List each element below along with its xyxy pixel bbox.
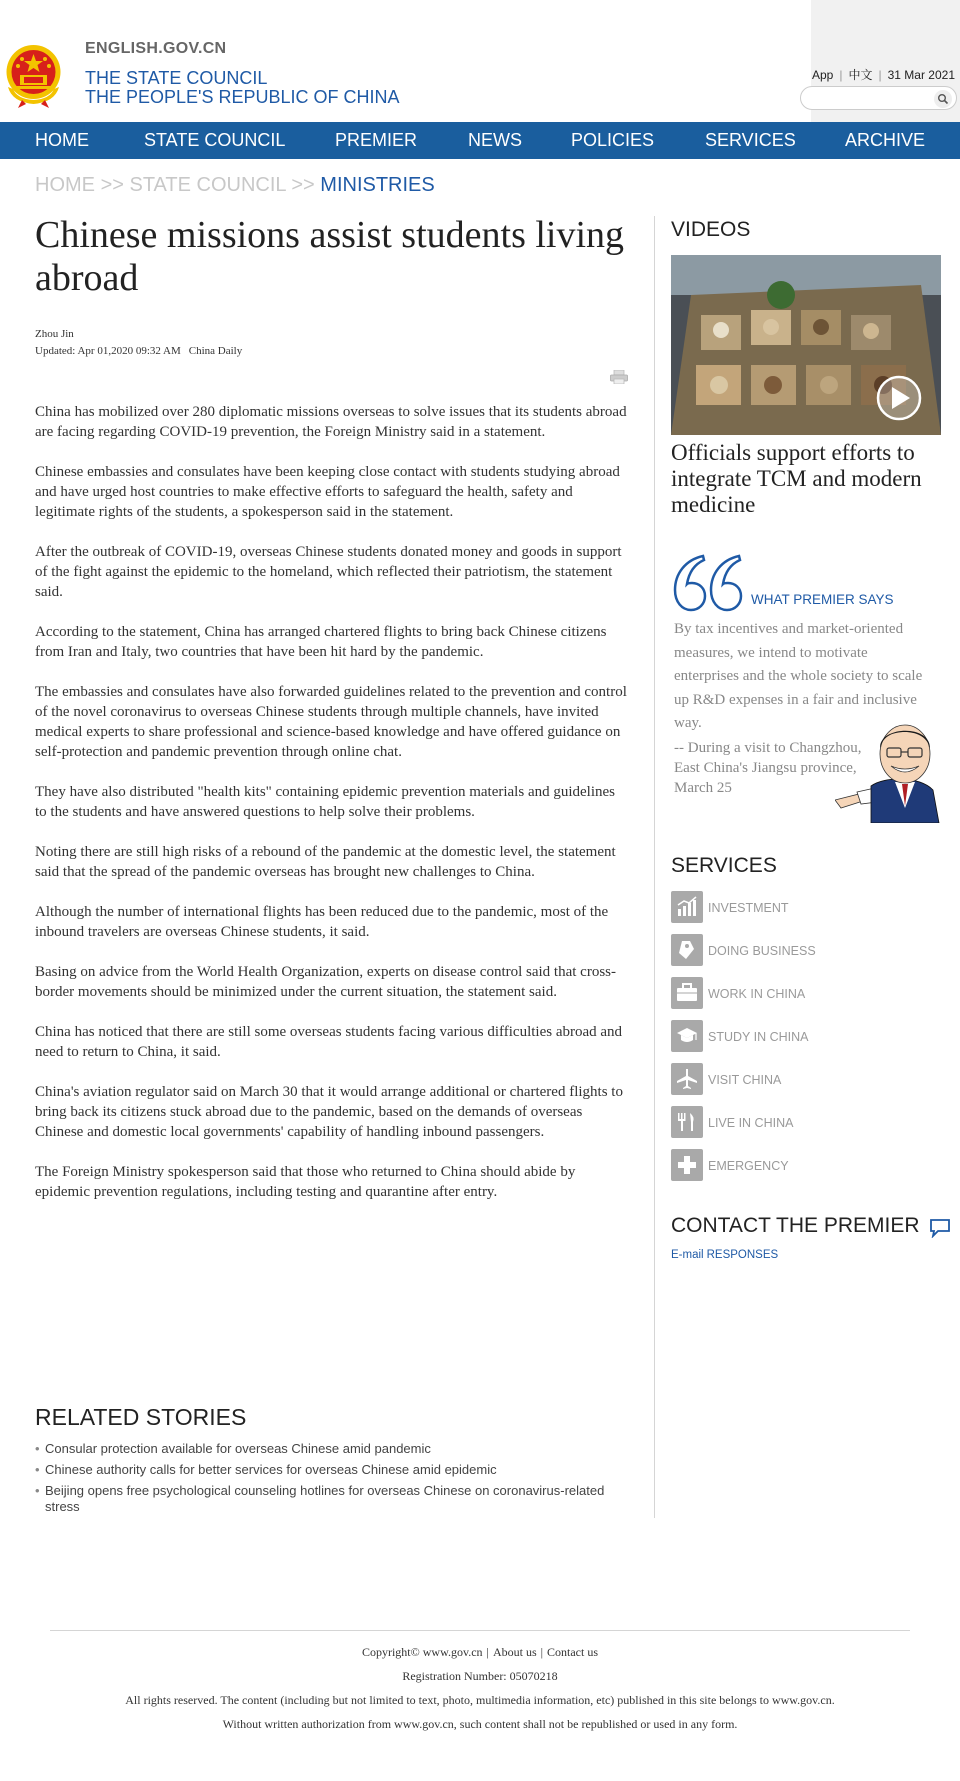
- related-story-link[interactable]: • Beijing opens free psychological counseling hotlines for overseas Chinese on coronavirus-related stress: [35, 1483, 630, 1515]
- briefcase-icon: [671, 977, 703, 1009]
- footer-rights: All rights reserved. The content (including but not limited to text, photo, multimedia information, etc) published in this site belongs to www.gov.cn.: [125, 1693, 835, 1707]
- article-paragraph: Chinese embassies and consulates have been keeping close contact with students studying abroad and have urged host countries to make effective efforts to safeguard the health, safety and legitimate rights of the students, a spokesperson said in the statement.: [35, 464, 620, 520]
- email-link[interactable]: E-mail: [671, 1249, 704, 1261]
- video-thumbnail-image: [671, 255, 941, 435]
- footer-links: [0, 1640, 960, 1664]
- footer-separator: |: [540, 1645, 544, 1659]
- service-work-in-china[interactable]: [671, 977, 943, 1020]
- service-visit-china[interactable]: [671, 1063, 943, 1106]
- breadcrumb-separator: >>: [291, 174, 315, 196]
- premier-says-box: [671, 548, 943, 823]
- premier-quote-source: -- During a visit to Changzhou, East China's Jiangsu province, March 25: [674, 740, 862, 796]
- site-domain: ENGLISH.GOV.CN: [85, 40, 227, 57]
- quote-icon: [673, 554, 743, 612]
- nav-policies[interactable]: POLICIES: [571, 130, 655, 150]
- national-emblem-icon[interactable]: [2, 42, 65, 108]
- service-live-in-china[interactable]: [671, 1106, 943, 1149]
- search-icon: [937, 93, 949, 105]
- video-title[interactable]: Officials support efforts to integrate TCM and modern medicine: [671, 440, 922, 517]
- site-header: [0, 0, 960, 122]
- sidebar: [671, 218, 943, 1261]
- article-paragraph: The Foreign Ministry spokesperson said that those who returned to China should abide by epidemic prevention regulations, including testing and quarantine after entry.: [35, 1164, 576, 1200]
- current-date: 31 Mar 2021: [887, 68, 956, 82]
- service-label[interactable]: WORK IN CHINA: [708, 987, 806, 1001]
- article-paragraph: According to the statement, China has arranged chartered flights to bring back Chinese citizens from Iran and Italy, two countries that have been hit hard by the pandemic.: [35, 624, 607, 660]
- videos-heading: VIDEOS: [671, 218, 751, 241]
- article-paragraph: China has noticed that there are still some overseas students facing various difficulties abroad and need to return to China, it said.: [35, 1024, 623, 1060]
- footer-about-link[interactable]: About us: [492, 1645, 537, 1659]
- premier-says-label[interactable]: WHAT PREMIER SAYS: [751, 592, 894, 607]
- article-paragraph: China's aviation regulator said on March 30 that it would arrange additional or chartered flights to bring back its citizens stuck abroad due to the pandemic, based on the demands of overseas Chinese and domestic local governments' capability of handling inbound passengers.: [35, 1084, 623, 1140]
- tag-icon: [671, 934, 703, 966]
- service-label[interactable]: EMERGENCY: [708, 1159, 789, 1173]
- article-paragraph: Noting there are still high risks of a rebound of the pandemic at the domestic level, the statement said that the spread of the pandemic overseas has brought new challenges to China.: [35, 844, 616, 880]
- search-button[interactable]: [934, 90, 952, 108]
- speech-bubble-icon[interactable]: [929, 1218, 951, 1238]
- top-links: [812, 66, 955, 83]
- related-stories: [35, 1404, 630, 1520]
- footer-separator: |: [486, 1645, 489, 1659]
- nav-premier[interactable]: PREMIER: [335, 130, 418, 150]
- main-nav: [0, 122, 960, 159]
- related-story-link[interactable]: • Chinese authority calls for better services for overseas Chinese amid epidemic: [35, 1462, 630, 1478]
- article-title: Chinese missions assist students living abroad: [35, 214, 625, 299]
- contact-links: [671, 1249, 781, 1261]
- article-updated-line: [35, 343, 630, 360]
- premier-quote: By tax incentives and market-oriented measures, we intend to motivate enterprises and the whole society to scale up R&D expenses in a fair and inclusive way.: [674, 621, 923, 731]
- breadcrumb-state-council[interactable]: STATE COUNCIL: [129, 174, 286, 196]
- nav-home[interactable]: HOME: [35, 130, 89, 150]
- service-label[interactable]: LIVE IN CHINA: [708, 1116, 794, 1130]
- breadcrumb-separator: >>: [100, 174, 124, 196]
- nav-archive[interactable]: ARCHIVE: [845, 130, 926, 150]
- related-stories-heading: RELATED STORIES: [35, 1404, 247, 1430]
- airplane-icon: [671, 1063, 703, 1095]
- print-icon[interactable]: [610, 370, 628, 384]
- chinese-link[interactable]: 中文: [848, 68, 873, 82]
- footer-divider: [50, 1630, 910, 1631]
- related-story-link[interactable]: • Consular protection available for overseas Chinese amid pandemic: [35, 1441, 630, 1457]
- app-link[interactable]: App: [812, 68, 834, 82]
- article-paragraph: Although the number of international flights has been reduced due to the pandemic, most of the inbound travelers are overseas Chinese students, it said.: [35, 904, 609, 940]
- service-label[interactable]: INVESTMENT: [708, 901, 789, 915]
- article-source: China Daily: [188, 345, 243, 357]
- premier-avatar: [835, 718, 943, 823]
- site-title-line-2[interactable]: THE PEOPLE'S REPUBLIC OF CHINA: [85, 87, 400, 107]
- service-label[interactable]: DOING BUSINESS: [708, 944, 816, 958]
- video-thumbnail[interactable]: [671, 255, 941, 435]
- nav-news[interactable]: NEWS: [468, 130, 522, 150]
- responses-link[interactable]: RESPONSES: [706, 1249, 779, 1261]
- breadcrumb-current[interactable]: MINISTRIES: [320, 174, 435, 196]
- column-divider: [654, 216, 655, 1518]
- footer-registration: Registration Number: 05070218: [402, 1669, 558, 1683]
- article-paragraph: They have also distributed "health kits" containing epidemic prevention materials and guidelines to the students and have answered questions to help solve their problems.: [35, 784, 616, 820]
- chart-icon: [671, 891, 703, 923]
- breadcrumb-home[interactable]: HOME: [35, 174, 95, 196]
- article-paragraph: The embassies and consulates have also forwarded guidelines related to the prevention and control of the novel coronavirus to overseas Chinese students through multiple channels, have invited medical experts to share professional and science-based knowledge and have offered guidance on self-protection and pandemic prevention through online chat.: [35, 684, 627, 760]
- service-emergency[interactable]: [671, 1149, 943, 1192]
- graduation-cap-icon: [671, 1020, 703, 1052]
- article-paragraph: Basing on advice from the World Health Organization, experts on disease control said that cross-border movements should be minimized under the current situation, the statement said.: [35, 964, 617, 1000]
- footer: [0, 1640, 960, 1736]
- article: [35, 214, 630, 1514]
- service-study-in-china[interactable]: [671, 1020, 943, 1063]
- service-label[interactable]: VISIT CHINA: [708, 1073, 782, 1087]
- nav-services[interactable]: SERVICES: [705, 130, 796, 150]
- service-label[interactable]: STUDY IN CHINA: [708, 1030, 809, 1044]
- footer-copyright: Copyright© www.gov.cn: [361, 1645, 483, 1659]
- article-author: Zhou Jin: [35, 328, 74, 340]
- services-list: [671, 891, 943, 1192]
- separator: |: [878, 68, 882, 82]
- article-meta: [35, 326, 630, 360]
- medical-cross-icon: [671, 1149, 703, 1181]
- separator: |: [839, 68, 843, 82]
- article-updated: Updated: Apr 01,2020 09:32 AM: [35, 345, 181, 357]
- site-title-line-1[interactable]: THE STATE COUNCIL: [85, 68, 268, 88]
- service-doing-business[interactable]: [671, 934, 943, 977]
- contact-premier-heading[interactable]: CONTACT THE PREMIER: [671, 1214, 920, 1237]
- breadcrumb: [35, 174, 435, 197]
- nav-state-council[interactable]: STATE COUNCIL: [144, 130, 286, 150]
- footer-contact-link[interactable]: Contact us: [547, 1645, 599, 1659]
- fork-knife-icon: [671, 1106, 703, 1138]
- search-box: [800, 86, 957, 110]
- search-input[interactable]: [811, 90, 931, 106]
- service-investment[interactable]: [671, 891, 943, 934]
- article-body: [35, 402, 630, 1222]
- article-paragraph: China has mobilized over 280 diplomatic missions overseas to solve issues that its students abroad are facing regarding COVID-19 prevention, the Foreign Ministry said in a statement.: [35, 404, 627, 440]
- services-heading: SERVICES: [671, 854, 777, 877]
- footer-notice: Without written authorization from www.gov.cn, such content shall not be republished or used in any form.: [222, 1717, 738, 1731]
- article-paragraph: After the outbreak of COVID-19, overseas Chinese students donated money and goods in support of the fight against the epidemic to the homeland, which reflected their patriotism, the statement said.: [35, 544, 622, 600]
